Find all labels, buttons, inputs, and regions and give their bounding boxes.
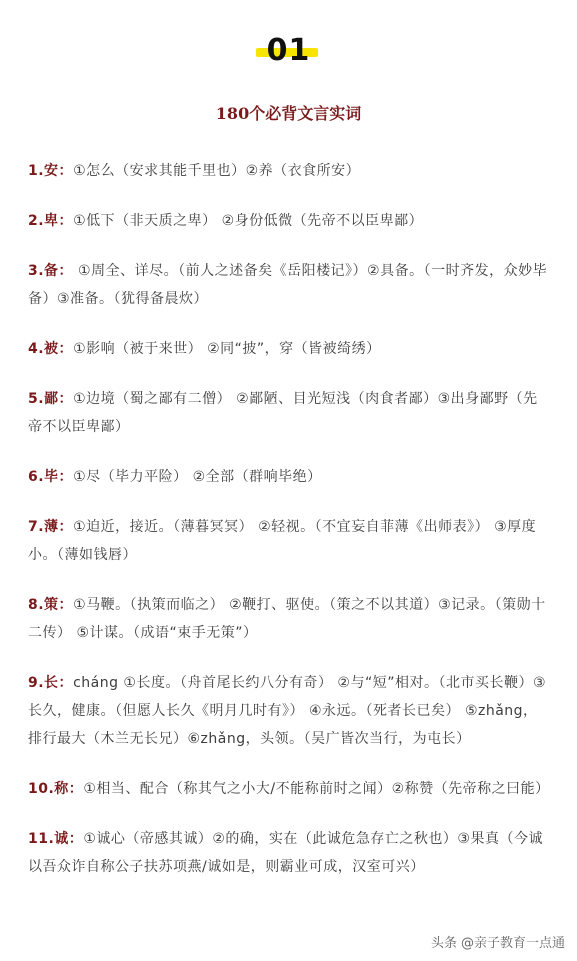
watermark-platform: 头条 [430, 936, 457, 951]
entry-text: ①诚心（帝感其诚）②的确，实在（此诚危急存亡之秋也）③果真（今诚以吾众诈自称公子扶苏项燕/诚如是，则霸业可成，汉室可兴） [28, 831, 543, 875]
entry-head: 4.被： [28, 341, 74, 357]
list-item [28, 207, 552, 235]
list-item [28, 157, 552, 185]
list-item [28, 257, 552, 313]
entry-head: 3.备： [28, 263, 74, 279]
list-item [28, 825, 552, 881]
entry-text: ①尽（毕力平险） ②全部（群响毕绝） [73, 469, 322, 485]
entry-text: ①相当、配合（称其气之小大/不能称前时之闻）②称赞（先帝称之曰能） [83, 781, 550, 797]
entry-text: ①迫近，接近。（薄暮冥冥） ②轻视。（不宜妄自菲薄《出师表》） ③厚度小。（薄如钱唇） [28, 519, 537, 563]
entry-head: 2.卑： [28, 213, 74, 229]
entry-list [28, 157, 552, 903]
entry-text: ①周全、详尽。（前人之述备矣《岳阳楼记》）②具备。（一时齐发，众妙毕备）③准备。（犹得备晨炊） [28, 263, 548, 307]
list-item [28, 335, 552, 363]
list-item [28, 385, 552, 441]
entry-head: 5.鄙： [28, 391, 74, 407]
list-item [28, 669, 552, 753]
entry-text: ①低下（非天质之卑） ②身份低微（先帝不以臣卑鄙） [73, 213, 424, 229]
entry-text: cháng ①长度。（舟首尾长约八分有奇） ②与“短”相对。（北市买长鞭）③长久，健康。（但愿人长久《明月几时有》） ④永远。（死者长已矣） ⑤zhǎng，排行最大（木兰无长兄）⑥zhǎng，头领。（吴广皆次当行，为屯长） [28, 675, 547, 747]
page-title: 180个必背文言实词 [215, 104, 362, 123]
entry-text: ①马鞭。（执策而临之） ②鞭打、驱使。（策之不以其道）③记录。（策勋十二传） ⑤计谋。（成语“束手无策”） [28, 597, 546, 641]
list-item [28, 513, 552, 569]
entry-head: 8.策： [28, 597, 74, 613]
entry-head: 9.长： [28, 675, 74, 691]
section-number: 01 [266, 33, 311, 68]
list-item [28, 463, 552, 491]
watermark [431, 932, 565, 951]
entry-head: 1.安： [28, 163, 74, 179]
watermark-account: @亲子教育一点通 [460, 936, 565, 951]
entry-head: 7.薄： [28, 519, 74, 535]
section-number-badge [0, 28, 577, 74]
list-item [28, 591, 552, 647]
entry-text: ①怎么（安求其能千里也）②养（衣食所安） [73, 163, 361, 179]
entry-head: 10.称： [28, 781, 84, 797]
list-item [28, 775, 552, 803]
entry-head: 6.毕： [28, 469, 74, 485]
entry-text: ①影响（被于来世） ②同“披”，穿（皆被绮绣） [73, 341, 381, 357]
entry-text: ①边境（蜀之鄙有二僧） ②鄙陋、目光短浅（肉食者鄙）③出身鄙野（先帝不以臣卑鄙） [28, 391, 538, 435]
entry-head: 11.诚： [28, 831, 84, 847]
